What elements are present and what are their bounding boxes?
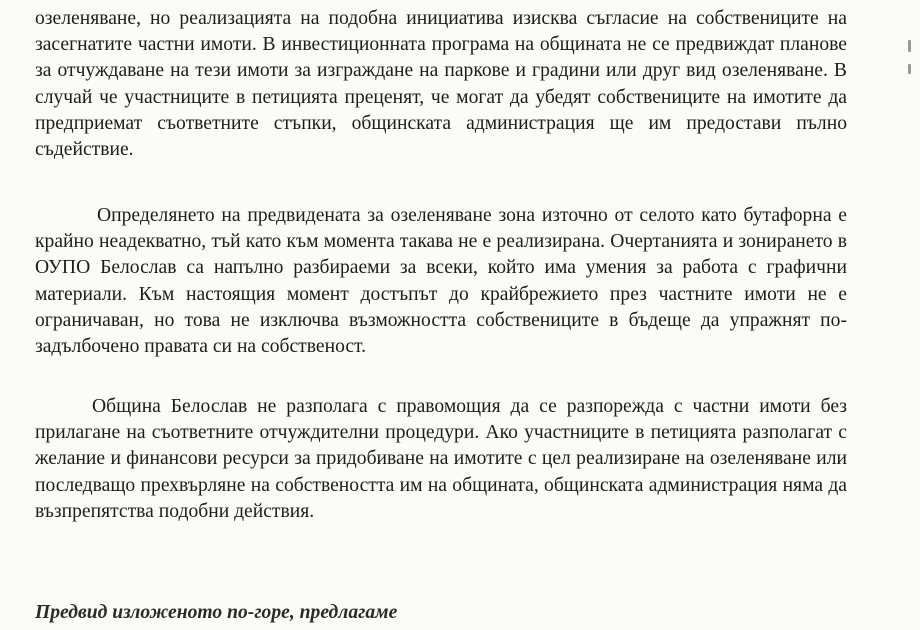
paragraph-continuation: озеленяване, но реализацията на подобна инициатива изисква съгласие на собствениците на засегнатите частни имоти. В инвестиционната програма на общината не се предвиждат планове за отчуждаване на тези имоти за изграждане на паркове и градини или друг вид озеленяване. В случай че участниците в петицията преценят, че могат да убедят собствениците на имотите да предприемат съответните стъпки, общинската администрация ще им предостави пълно съдействие. (35, 8, 847, 161)
scan-edge-mark (908, 40, 911, 52)
cut-off-heading: Предвид изложеното по-горе, предлагаме (35, 602, 398, 623)
scan-edge-mark (908, 64, 911, 74)
paragraph-green-zone: Определянето на предвидената за озеленяване зона източно от селото като бутафорна е крайно неадекватно, тъй като към момента такава не е реализирана. Очертанията и зонирането в ОУПО Белослав са напълно разбираеми за всеки, който има умения за работа с графични материали. Към настоящия момент достъпът до крайбрежието през частните имоти не е ограничаван, но това не изключва възможността собствениците в бъдеще да упражнят по-задълбочено правата си на собственост. (35, 205, 847, 358)
paragraph-municipality-rights: Община Белослав не разполага с правомощия да се разпорежда с частни имоти без прилагане на съответните отчуждителни процедури. Ако участниците в петицията разполагат с желание и финансови ресурси за придобиване на имотите с цел реализиране на озеленяване или последващо прехвърляне на собствеността им на общината, общинската администрация няма да възпрепятства подобни действия. (35, 396, 847, 522)
